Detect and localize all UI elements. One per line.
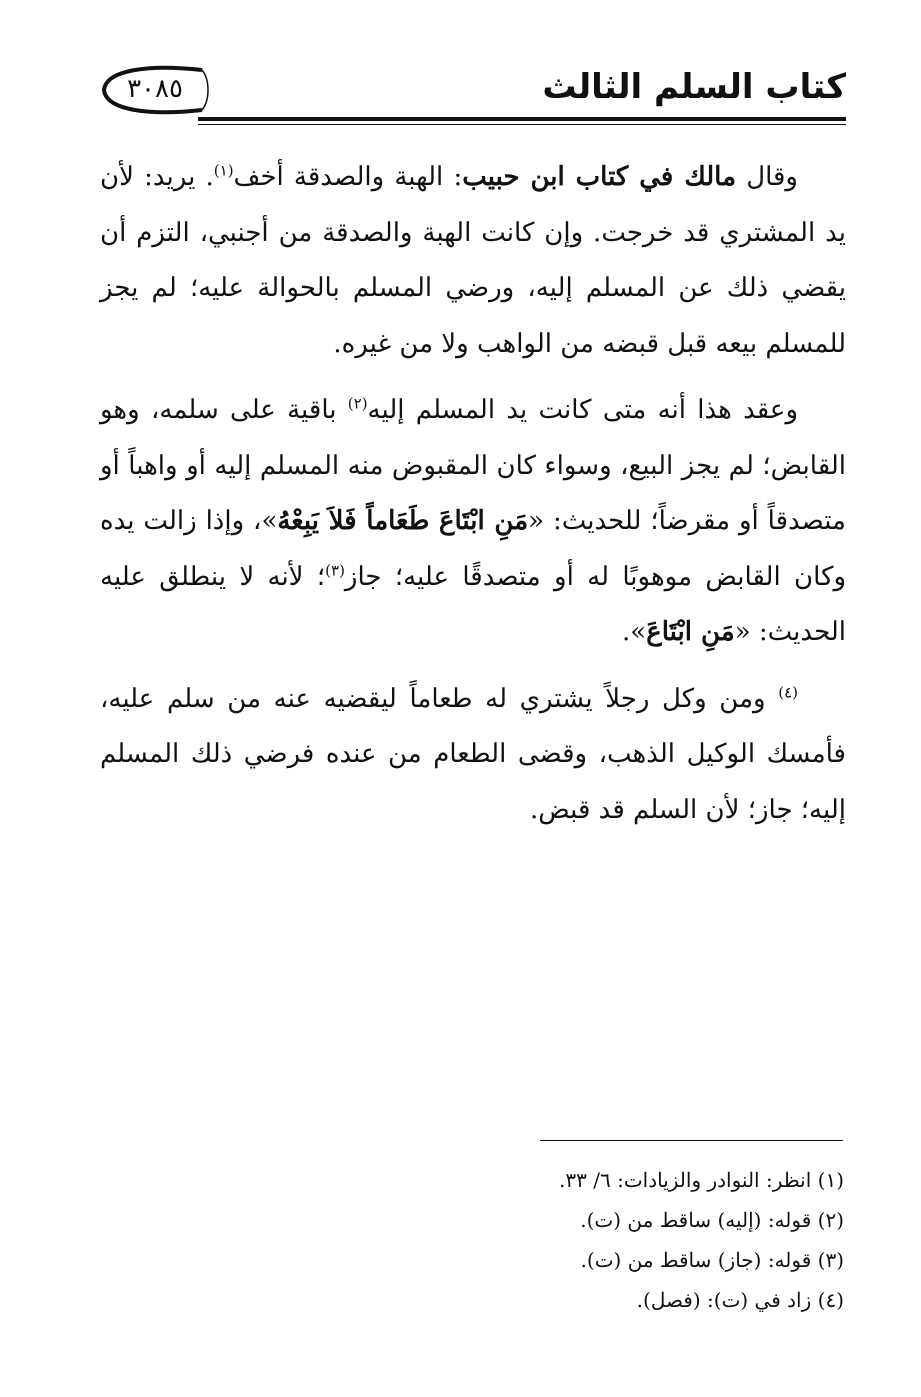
- text-run: وعقد هذا أنه متى كانت يد المسلم إليه: [367, 395, 798, 425]
- text-run: : الهبة والصدقة أخف: [233, 162, 463, 192]
- text-run: ومن وكل رجلاً يشتري له طعاماً ليقضيه عنه من سلم عليه، فأمسك الوكيل الذهب، وقضى الطعام من عنده فرضي ذلك المسلم إليه؛ جاز؛ لأن السلم قد قبض.: [100, 683, 846, 825]
- footnote-2: (٢) قوله: (إليه) ساقط من (ت).: [580, 1208, 844, 1232]
- footnote-3: (٣) قوله: (جاز) ساقط من (ت).: [580, 1248, 844, 1272]
- text-run: »، وإذا زالت يده وكان القابض موهوبًا له أو متصدقًا عليه؛ جاز: [100, 506, 847, 592]
- bold-citation: مالك في كتاب ابن حبيب: [462, 162, 737, 192]
- paragraph-2: [100, 383, 846, 661]
- header-rule-thin: [198, 124, 846, 125]
- footnote-marker-4[interactable]: (٤): [778, 682, 798, 701]
- text-run: باقية على سلمه، وهو القابض؛ لم يجز البيع، وسواء كان المقبوض منه المسلم إليه أو واهباً أو متصدقاً أو مقرضاً؛ للحديث: «: [100, 395, 846, 536]
- text-run: ».: [622, 617, 647, 647]
- footnote-marker-2[interactable]: (٢): [347, 394, 368, 413]
- text-run: وقال: [736, 162, 798, 192]
- text-run: . يريد: لأن يد المشتري قد خرجت. وإن كانت الهبة والصدقة من أجنبي، التزم أن يقضي ذلك عن المسلم إليه، ورضي المسلم بالحوالة عليه؛ لم يجز للمسلم بيعه قبل قبضه من الواهب ولا من غيره.: [100, 162, 846, 359]
- running-title: كتاب السلم الثالث: [542, 67, 846, 107]
- hadith-quote: مَنِ ابْتَاعَ طَعَاماً فَلاَ يَبِعْهُ: [277, 506, 529, 536]
- hadith-quote: مَنِ ابْتَاعَ: [646, 617, 735, 647]
- paragraph-3: [100, 672, 846, 839]
- page-number-badge: [98, 62, 210, 118]
- footnote-separator: [540, 1140, 843, 1141]
- footnote-1: (١) انظر: النوادر والزيادات: ٦/ ٣٣.: [559, 1168, 844, 1192]
- footnotes: [100, 1160, 844, 1320]
- footnote-4: (٤) زاد في (ت): (فصل).: [636, 1288, 844, 1312]
- page-number: ٣٠٨٥: [127, 74, 183, 104]
- text-run: ؛ لأنه لا ينطلق عليه الحديث: «: [100, 561, 846, 647]
- main-text: [100, 150, 846, 849]
- paragraph-1: [100, 150, 846, 372]
- footnote-marker-3[interactable]: (٣): [325, 560, 345, 579]
- footnote-marker-1[interactable]: (١): [213, 161, 234, 180]
- page-header: [98, 62, 846, 128]
- header-rule: [198, 117, 846, 121]
